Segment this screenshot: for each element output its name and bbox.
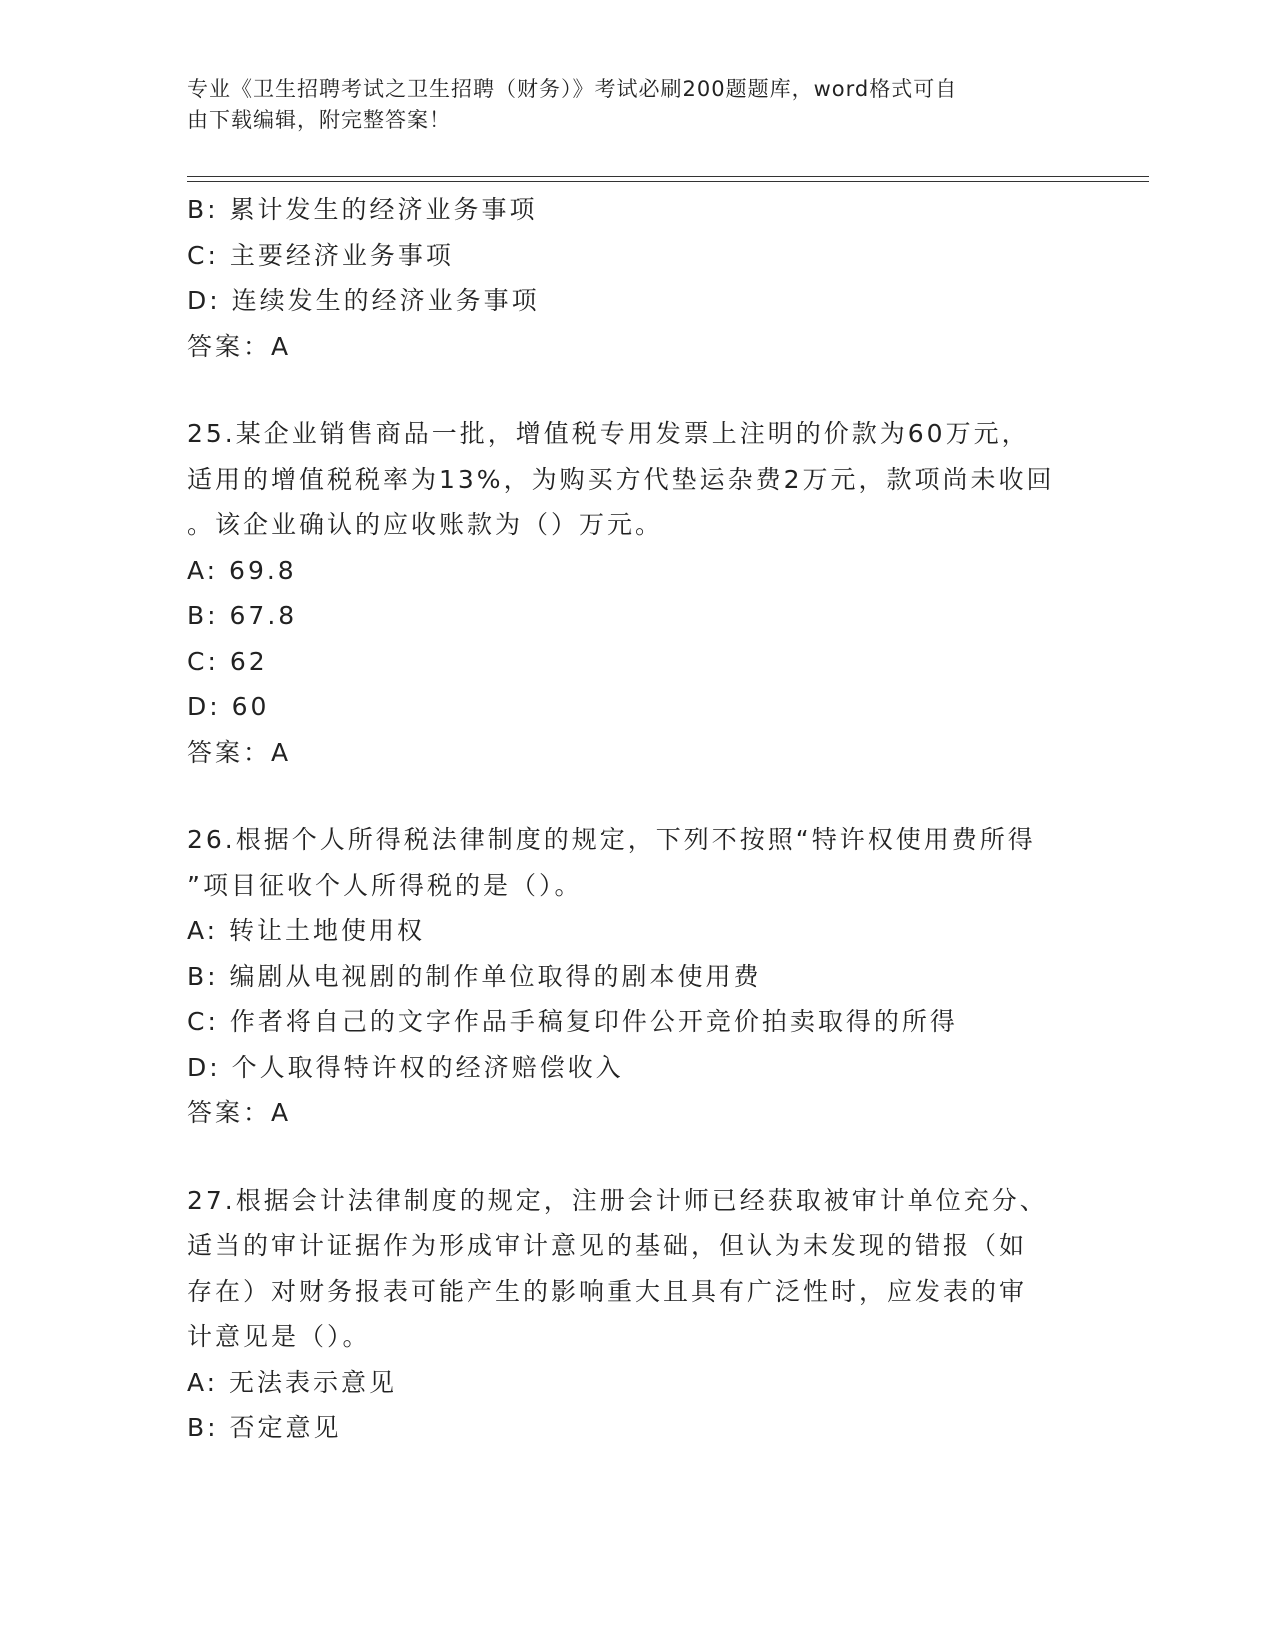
- option-c: C: 作者将自己的文字作品手稿复印件公开竞价拍卖取得的所得: [187, 1007, 958, 1036]
- header-rule-top: [187, 176, 1149, 177]
- option-d: D: 连续发生的经济业务事项: [187, 286, 540, 315]
- option-a: A: 转让土地使用权: [187, 916, 426, 945]
- question-stem-line: 计意见是（）。: [187, 1322, 371, 1351]
- question-spacer: [187, 775, 1087, 817]
- question-list: [187, 187, 1087, 1451]
- question-stem-line: 27.根据会计法律制度的规定，注册会计师已经获取被审计单位充分、: [187, 1185, 1048, 1215]
- option-b: B: 67.8: [187, 601, 298, 630]
- question-24: [187, 187, 1087, 369]
- question-stem-line: 25.某企业销售商品一批，增值税专用发票上注明的价款为60万元，: [187, 419, 1030, 448]
- question-26: [187, 817, 1087, 1136]
- question-spacer: [187, 1136, 1087, 1178]
- answer: 答案：A: [187, 737, 292, 767]
- question-stem-line: 适当的审计证据作为形成审计意见的基础，但认为未发现的错报（如: [187, 1231, 1028, 1260]
- option-c: C: 62: [187, 646, 268, 676]
- document-header: [187, 74, 1087, 136]
- option-a: A: 无法表示意见: [187, 1367, 398, 1397]
- question-27: [187, 1178, 1087, 1451]
- question-stem-line: 适用的增值税税率为13%，为购买方代垫运杂费2万元，款项尚未收回: [187, 464, 1055, 494]
- header-line-1: 专业《卫生招聘考试之卫生招聘（财务）》考试必刷200题题库，word格式可自: [187, 77, 958, 101]
- question-stem-line: ”项目征收个人所得税的是（）。: [187, 870, 583, 900]
- option-c: C: 主要经济业务事项: [187, 240, 454, 270]
- header-line-2: 由下载编辑，附完整答案！: [187, 108, 451, 132]
- question-stem-line: 26.根据个人所得税法律制度的规定，下列不按照“特许权使用费所得: [187, 825, 1036, 854]
- answer: 答案：A: [187, 331, 292, 361]
- header-rule-bottom: [187, 181, 1149, 182]
- question-spacer: [187, 369, 1087, 411]
- option-d: D: 个人取得特许权的经济赔偿收入: [187, 1052, 624, 1082]
- option-d: D: 60: [187, 692, 270, 721]
- option-b: B: 否定意见: [187, 1413, 342, 1442]
- answer: 答案：A: [187, 1098, 292, 1127]
- option-b: B: 累计发生的经济业务事项: [187, 195, 538, 224]
- question-stem-line: 。该企业确认的应收账款为（）万元。: [187, 510, 664, 539]
- question-25: [187, 411, 1087, 775]
- option-b: B: 编剧从电视剧的制作单位取得的剧本使用费: [187, 961, 762, 991]
- option-a: A: 69.8: [187, 555, 297, 585]
- question-stem-line: 存在）对财务报表可能产生的影响重大且具有广泛性时，应发表的审: [187, 1276, 1028, 1306]
